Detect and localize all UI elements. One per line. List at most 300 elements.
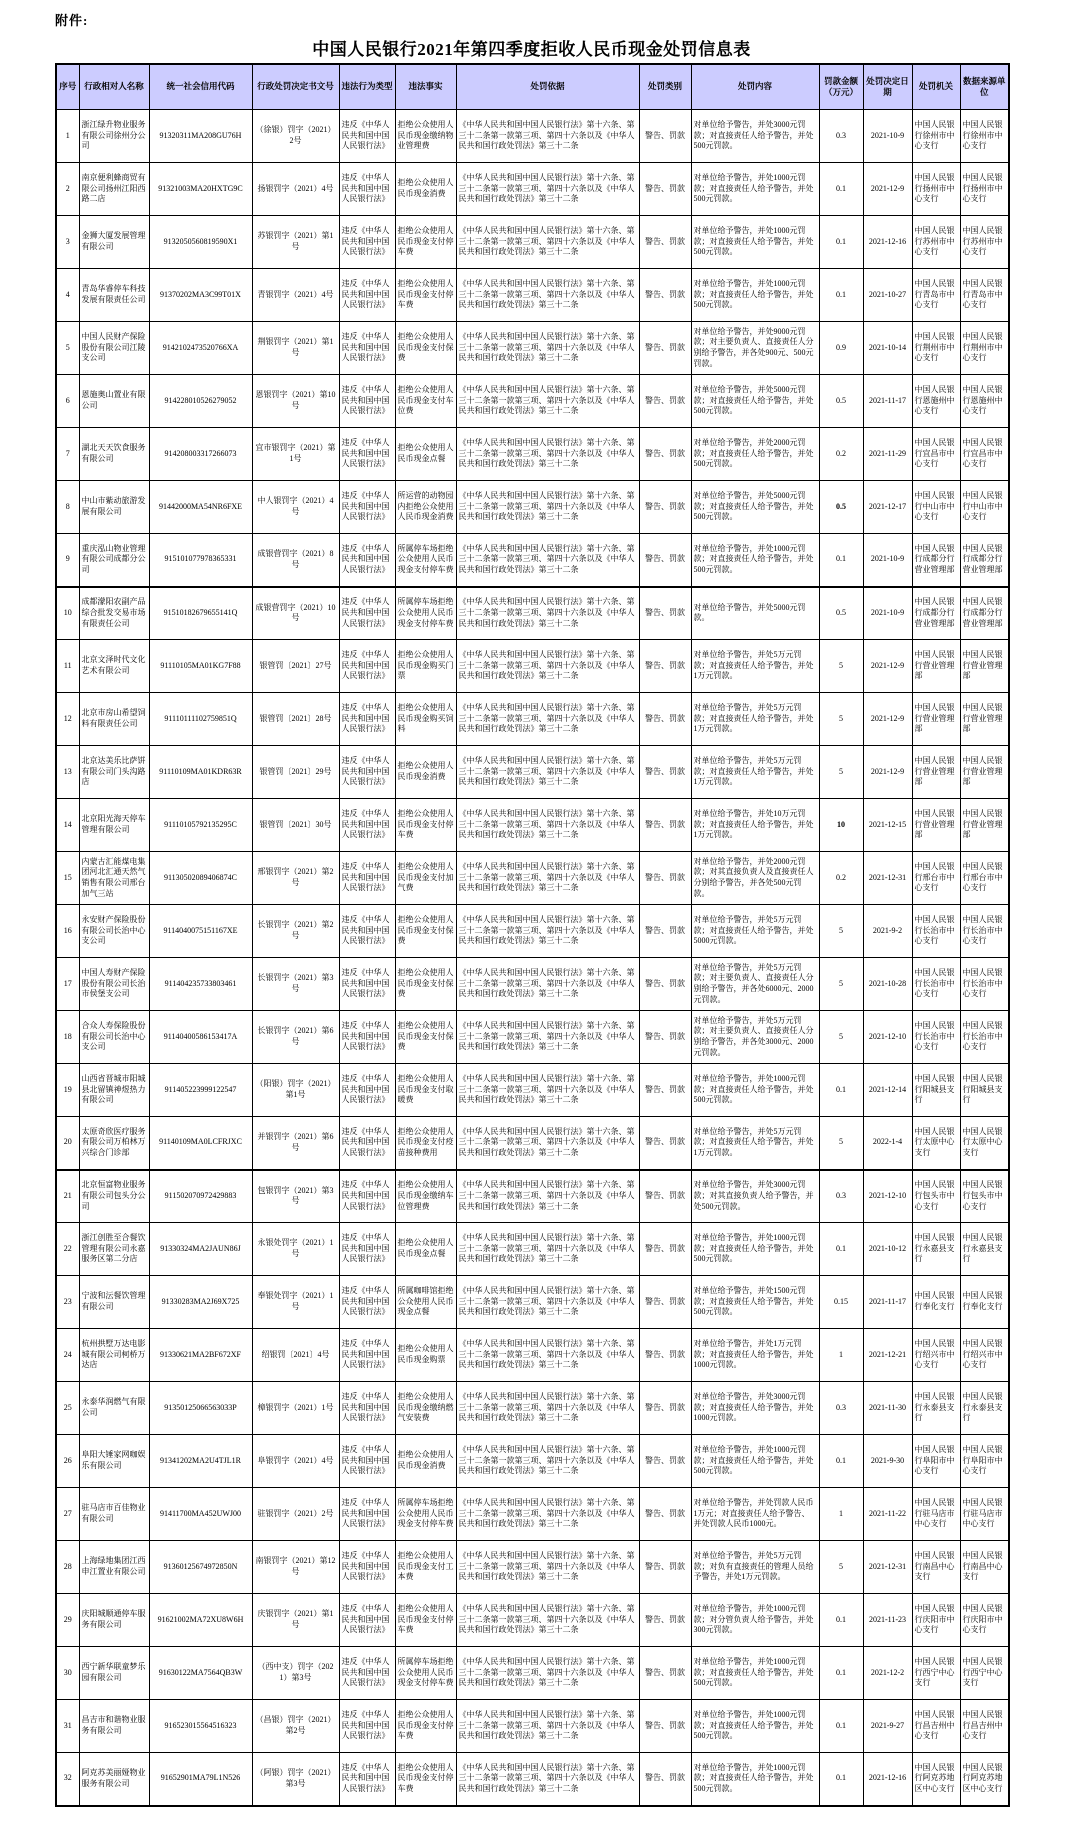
- cell-fact: 拒绝公众使用人民币现金支付停车费: [395, 1594, 456, 1647]
- cell-name: 青岛华睿停车科技发展有限责任公司: [79, 269, 149, 322]
- cell-authority: 中国人民银行长治市中心支行: [912, 958, 960, 1011]
- cell-serial: 21: [56, 1170, 79, 1223]
- cell-credit-code: 91630122MA7564QB3W: [149, 1647, 252, 1700]
- cell-name: 宁波和沄餐饮管理有限公司: [79, 1276, 149, 1329]
- cell-serial: 10: [56, 587, 79, 640]
- cell-fact: 拒绝公众使用人民币现金缴纳物业管理费: [395, 110, 456, 163]
- cell-doc-no: 长银罚字（2021）第6号: [252, 1011, 339, 1064]
- cell-date: 2021-12-10: [863, 1170, 912, 1223]
- cell-violation-type: 违反《中华人民共和国中国人民银行法》: [339, 1276, 395, 1329]
- cell-category: 警告、罚款: [639, 852, 691, 905]
- table-row: [56, 534, 1009, 587]
- cell-date: 2021-9-2: [863, 905, 912, 958]
- column-header-category: 处罚类别: [639, 64, 691, 110]
- cell-serial: 9: [56, 534, 79, 587]
- cell-violation-type: 违反《中华人民共和国中国人民银行法》: [339, 1541, 395, 1594]
- cell-violation-type: 违反《中华人民共和国中国人民银行法》: [339, 693, 395, 746]
- column-header-violation-type: 违法行为类型: [339, 64, 395, 110]
- cell-category: 警告、罚款: [639, 1753, 691, 1806]
- cell-category: 警告、罚款: [639, 1011, 691, 1064]
- cell-credit-code: 91510182679655141Q: [149, 587, 252, 640]
- cell-date: 2021-12-17: [863, 481, 912, 534]
- cell-category: 警告、罚款: [639, 1700, 691, 1753]
- cell-content: 对单位给予警告，并处1000元罚款；对分管负责人给予警告，并处300元罚款。: [691, 1594, 819, 1647]
- cell-category: 警告、罚款: [639, 1170, 691, 1223]
- cell-serial: 27: [56, 1488, 79, 1541]
- cell-category: 警告、罚款: [639, 375, 691, 428]
- cell-serial: 5: [56, 322, 79, 375]
- cell-violation-type: 违反《中华人民共和国中国人民银行法》: [339, 852, 395, 905]
- cell-date: 2021-12-31: [863, 1541, 912, 1594]
- cell-violation-type: 违反《中华人民共和国中国人民银行法》: [339, 1329, 395, 1382]
- cell-fact: 拒绝公众使用人民币现金支付疫苗接种费用: [395, 1117, 456, 1170]
- cell-category: 警告、罚款: [639, 1647, 691, 1700]
- cell-serial: 30: [56, 1647, 79, 1700]
- cell-name: 浙江创胜至合餐饮管理有限公司永嘉服务区第二分店: [79, 1223, 149, 1276]
- cell-content: 对单位给予警告，并处3000元罚款；对直接责任人给予警告，并处500元罚款。: [691, 110, 819, 163]
- cell-content: 对单位给予警告，并处1000元罚款；对直接责任人给予警告，并处500元罚款。: [691, 216, 819, 269]
- cell-credit-code: 915101077978365331: [149, 534, 252, 587]
- cell-fact: 拒绝公众使用人民币现金支付保费: [395, 1011, 456, 1064]
- cell-date: 2021-11-22: [863, 1488, 912, 1541]
- table-row: [56, 1223, 1009, 1276]
- cell-content: 对单位给予警告，并处1000元罚款；对直接责任人给予警告，并处500元罚款。: [691, 1753, 819, 1806]
- cell-name: 金狮大厦发展管理有限公司: [79, 216, 149, 269]
- cell-name: 北京市房山希望饲料有限责任公司: [79, 693, 149, 746]
- cell-authority: 中国人民银行奉化支行: [912, 1276, 960, 1329]
- cell-doc-no: （阳银）罚字（2021）第1号: [252, 1064, 339, 1117]
- cell-serial: 16: [56, 905, 79, 958]
- cell-serial: 32: [56, 1753, 79, 1806]
- table-body: [56, 110, 1009, 1806]
- cell-category: 警告、罚款: [639, 640, 691, 693]
- cell-doc-no: 成银营罚字（2021）10号: [252, 587, 339, 640]
- cell-fact: 拒绝公众使用人民币现金点餐: [395, 428, 456, 481]
- cell-name: 恩施奥山置业有限公司: [79, 375, 149, 428]
- cell-category: 警告、罚款: [639, 1117, 691, 1170]
- cell-content: 对单位给予警告，并处5万元罚款；对直接责任人给予警告，并处1万元罚款。: [691, 1117, 819, 1170]
- cell-date: 2021-12-10: [863, 1011, 912, 1064]
- cell-basis: 《中华人民共和国中国人民银行法》第十六条、第三十二条第一款第三项、第四十六条以及《中华人民共和国行政处罚法》第三十二条: [456, 1541, 639, 1594]
- cell-authority: 中国人民银行中山市中心支行: [912, 481, 960, 534]
- cell-doc-no: 南银罚字（2021）第12号: [252, 1541, 339, 1594]
- cell-credit-code: 91140109MA0LCFRJXC: [149, 1117, 252, 1170]
- cell-fine: 0.1: [819, 1594, 863, 1647]
- cell-serial: 26: [56, 1435, 79, 1488]
- cell-serial: 6: [56, 375, 79, 428]
- page-title: 中国人民银行2021年第四季度拒收人民币现金处罚信息表: [312, 40, 751, 59]
- cell-category: 警告、罚款: [639, 1276, 691, 1329]
- cell-credit-code: 91442000MA54NR6FXE: [149, 481, 252, 534]
- cell-authority: 中国人民银行庆阳市中心支行: [912, 1594, 960, 1647]
- cell-violation-type: 违反《中华人民共和国中国人民银行法》: [339, 1382, 395, 1435]
- cell-basis: 《中华人民共和国中国人民银行法》第十六条、第三十二条第一款第三项、第四十六条以及《中华人民共和国行政处罚法》第三十二条: [456, 1488, 639, 1541]
- cell-serial: 4: [56, 269, 79, 322]
- cell-content: 对单位给予警告，并处1500元罚款；对直接责任人给予警告，并处500元罚款。: [691, 1276, 819, 1329]
- table-row: [56, 1382, 1009, 1435]
- cell-basis: 《中华人民共和国中国人民银行法》第十六条、第三十二条第一款第三项、第四十六条以及《中华人民共和国行政处罚法》第三十二条: [456, 1276, 639, 1329]
- column-header-doc-no: 行政处罚决定书文号: [252, 64, 339, 110]
- cell-authority: 中国人民银行太原中心支行: [912, 1117, 960, 1170]
- cell-violation-type: 违反《中华人民共和国中国人民银行法》: [339, 375, 395, 428]
- cell-doc-no: 驻银罚字（2021）2号: [252, 1488, 339, 1541]
- cell-fine: 0.5: [819, 375, 863, 428]
- cell-date: 2021-10-28: [863, 958, 912, 1011]
- cell-credit-code: 91330324MA2JAUN86J: [149, 1223, 252, 1276]
- cell-fact: 拒绝公众使用人民币现金购买饲料: [395, 693, 456, 746]
- cell-source: 中国人民银行太原中心支行: [960, 1117, 1009, 1170]
- cell-doc-no: （阿银）罚字（2021）第3号: [252, 1753, 339, 1806]
- cell-credit-code: 91110105MA01KG7F88: [149, 640, 252, 693]
- cell-category: 警告、罚款: [639, 1064, 691, 1117]
- cell-authority: 中国人民银行荆州市中心支行: [912, 322, 960, 375]
- cell-credit-code: 91320311MA208GU76H: [149, 110, 252, 163]
- cell-fine: 0.3: [819, 110, 863, 163]
- table-row: [56, 1488, 1009, 1541]
- cell-source: 中国人民银行宜昌市中心支行: [960, 428, 1009, 481]
- cell-authority: 中国人民银行西宁中心支行: [912, 1647, 960, 1700]
- cell-content: 对单位给予警告，并处罚款人民币1万元；对直接责任人给予警告、并处罚款人民币1000元。: [691, 1488, 819, 1541]
- cell-fine: 5: [819, 693, 863, 746]
- cell-source: 中国人民银行营业管理部: [960, 693, 1009, 746]
- cell-violation-type: 违反《中华人民共和国中国人民银行法》: [339, 1594, 395, 1647]
- cell-fine: 5: [819, 746, 863, 799]
- cell-violation-type: 违反《中华人民共和国中国人民银行法》: [339, 1488, 395, 1541]
- cell-source: 中国人民银行中山市中心支行: [960, 481, 1009, 534]
- cell-credit-code: 91140400586153417A: [149, 1011, 252, 1064]
- cell-serial: 14: [56, 799, 79, 852]
- cell-doc-no: 扬银罚字（2021）4号: [252, 163, 339, 216]
- cell-date: 2021-12-21: [863, 1329, 912, 1382]
- cell-fine: 0.9: [819, 322, 863, 375]
- cell-basis: 《中华人民共和国中国人民银行法》第十六条、第三十二条第一款第三项、第四十六条以及《中华人民共和国行政处罚法》第三十二条: [456, 587, 639, 640]
- cell-credit-code: 9142102473520766XA: [149, 322, 252, 375]
- cell-name: 太原奇欣医疗服务有限公司万柏林万兴综合门诊部: [79, 1117, 149, 1170]
- cell-category: 警告、罚款: [639, 322, 691, 375]
- cell-violation-type: 违反《中华人民共和国中国人民银行法》: [339, 1170, 395, 1223]
- cell-fine: 0.5: [819, 481, 863, 534]
- cell-source: 中国人民银行成都分行营业管理部: [960, 534, 1009, 587]
- cell-fact: 拒绝公众使用人民币现金支付停车费: [395, 799, 456, 852]
- cell-category: 警告、罚款: [639, 587, 691, 640]
- table-row: [56, 1170, 1009, 1223]
- cell-content: 对单位给予警告，并处1000元罚款；对直接责任人给予警告，并处500元罚款。: [691, 1435, 819, 1488]
- cell-content: 对单位给予警告，并处1000元罚款；对直接责任人给予警告，并处500元罚款。: [691, 1700, 819, 1753]
- table-row: [56, 905, 1009, 958]
- cell-fact: 拒绝公众使用人民币现金支付加气费: [395, 852, 456, 905]
- table-row: [56, 1700, 1009, 1753]
- cell-serial: 8: [56, 481, 79, 534]
- table-row: [56, 1276, 1009, 1329]
- cell-name: 内蒙古汇能煤电集团河北汇通天然气销售有限公司邢台加气三站: [79, 852, 149, 905]
- cell-violation-type: 违反《中华人民共和国中国人民银行法》: [339, 905, 395, 958]
- column-header-fact: 违法事实: [395, 64, 456, 110]
- column-header-name: 行政相对人名称: [79, 64, 149, 110]
- cell-date: 2021-10-27: [863, 269, 912, 322]
- cell-credit-code: 91330283MA2J69X725: [149, 1276, 252, 1329]
- cell-category: 警告、罚款: [639, 1541, 691, 1594]
- cell-source: 中国人民银行南昌中心支行: [960, 1541, 1009, 1594]
- cell-fact: 所属停车场拒绝公众使用人民币现金支付停车费: [395, 587, 456, 640]
- cell-doc-no: 永银处罚字（2021）1号: [252, 1223, 339, 1276]
- cell-credit-code: 91110109MA01KDR63R: [149, 746, 252, 799]
- table-row: [56, 799, 1009, 852]
- cell-content: 对单位给予警告，并处5000元罚款；对直接责任人给予警告，并处500元罚款。: [691, 481, 819, 534]
- cell-fine: 5: [819, 905, 863, 958]
- penalty-table: [55, 63, 1010, 1807]
- cell-source: 中国人民银行绍兴市中心支行: [960, 1329, 1009, 1382]
- cell-fine: 0.5: [819, 587, 863, 640]
- cell-source: 中国人民银行阿克苏地区中心支行: [960, 1753, 1009, 1806]
- cell-violation-type: 违反《中华人民共和国中国人民银行法》: [339, 428, 395, 481]
- cell-basis: 《中华人民共和国中国人民银行法》第十六条、第三十二条第一款第三项、第四十六条以及《中华人民共和国行政处罚法》第三十二条: [456, 1753, 639, 1806]
- cell-name: 西宁新华联童梦乐园有限公司: [79, 1647, 149, 1700]
- cell-serial: 29: [56, 1594, 79, 1647]
- cell-category: 警告、罚款: [639, 1435, 691, 1488]
- cell-credit-code: 91130502089406874C: [149, 852, 252, 905]
- cell-credit-code: 91321003MA20HXTG9C: [149, 163, 252, 216]
- header-row: [56, 64, 1009, 110]
- cell-fact: 拒绝公众使用人民币现金购买门票: [395, 640, 456, 693]
- cell-date: 2021-10-9: [863, 110, 912, 163]
- cell-violation-type: 违反《中华人民共和国中国人民银行法》: [339, 1011, 395, 1064]
- attachment-label: 附件:: [55, 13, 89, 28]
- cell-doc-no: 长银罚字（2021）第2号: [252, 905, 339, 958]
- cell-authority: 中国人民银行苏州市中心支行: [912, 216, 960, 269]
- cell-serial: 28: [56, 1541, 79, 1594]
- cell-source: 中国人民银行成都分行营业管理部: [960, 587, 1009, 640]
- cell-date: 2021-12-16: [863, 1753, 912, 1806]
- cell-authority: 中国人民银行扬州市中心支行: [912, 163, 960, 216]
- cell-fine: 0.1: [819, 1223, 863, 1276]
- cell-basis: 《中华人民共和国中国人民银行法》第十六条、第三十二条第一款第三项、第四十六条以及《中华人民共和国行政处罚法》第三十二条: [456, 322, 639, 375]
- cell-fine: 5: [819, 1541, 863, 1594]
- cell-basis: 《中华人民共和国中国人民银行法》第十六条、第三十二条第一款第三项、第四十六条以及《中华人民共和国行政处罚法》第三十二条: [456, 269, 639, 322]
- cell-content: 对单位给予警告，并处5万元罚款；对主要负责人、直接责任人分别给予警告，并各处6000元、2000元罚款。: [691, 958, 819, 1011]
- cell-doc-no: 长银罚字（2021）第3号: [252, 958, 339, 1011]
- cell-content: 对单位给予警告，并处1000元罚款；对直接责任人给予警告，并处500元罚款。: [691, 1647, 819, 1700]
- cell-date: 2021-12-9: [863, 163, 912, 216]
- cell-content: 对单位给予警告，并处1000元罚款；对直接责任人给予警告，并处500元罚款。: [691, 1223, 819, 1276]
- table-row: [56, 693, 1009, 746]
- column-header-date: 处罚决定日期: [863, 64, 912, 110]
- cell-name: 北京阳光海天停车管理有限公司: [79, 799, 149, 852]
- cell-date: 2021-10-9: [863, 587, 912, 640]
- cell-basis: 《中华人民共和国中国人民银行法》第十六条、第三十二条第一款第三项、第四十六条以及《中华人民共和国行政处罚法》第三十二条: [456, 905, 639, 958]
- cell-basis: 《中华人民共和国中国人民银行法》第十六条、第三十二条第一款第三项、第四十六条以及《中华人民共和国行政处罚法》第三十二条: [456, 852, 639, 905]
- cell-content: 对单位给予警告，并处5000元罚款。: [691, 587, 819, 640]
- cell-name: 驻马店市百佳物业有限公司: [79, 1488, 149, 1541]
- cell-date: 2021-12-2: [863, 1647, 912, 1700]
- cell-authority: 中国人民银行阳城县支行: [912, 1064, 960, 1117]
- cell-doc-no: 阜银罚字（2021）4号: [252, 1435, 339, 1488]
- cell-content: 对单位给予警告，并处1000元罚款；对直接责任人给予警告，并处500元罚款。: [691, 1064, 819, 1117]
- cell-category: 警告、罚款: [639, 958, 691, 1011]
- cell-serial: 20: [56, 1117, 79, 1170]
- cell-fine: 0.1: [819, 1753, 863, 1806]
- cell-violation-type: 违反《中华人民共和国中国人民银行法》: [339, 534, 395, 587]
- cell-fact: 拒绝公众使用人民币现金消费: [395, 163, 456, 216]
- cell-credit-code: 91110111102759851Q: [149, 693, 252, 746]
- cell-fact: 拒绝公众使用人民币现金支付工本费: [395, 1541, 456, 1594]
- table-row: [56, 958, 1009, 1011]
- cell-category: 警告、罚款: [639, 269, 691, 322]
- cell-category: 警告、罚款: [639, 693, 691, 746]
- cell-source: 中国人民银行营业管理部: [960, 640, 1009, 693]
- cell-basis: 《中华人民共和国中国人民银行法》第十六条、第三十二条第一款第三项、第四十六条以及《中华人民共和国行政处罚法》第三十二条: [456, 1117, 639, 1170]
- table-row: [56, 746, 1009, 799]
- cell-authority: 中国人民银行包头市中心支行: [912, 1170, 960, 1223]
- cell-source: 中国人民银行恩施州中心支行: [960, 375, 1009, 428]
- cell-name: 永安财产保险股份有限公司长治中心支公司: [79, 905, 149, 958]
- cell-date: 2021-11-17: [863, 1276, 912, 1329]
- cell-fine: 1: [819, 1329, 863, 1382]
- cell-serial: 15: [56, 852, 79, 905]
- cell-content: 对单位给予警告，并处9000元罚款；对主要负责人、直接责任人分别给予警告，并各处900元、500元罚款。: [691, 322, 819, 375]
- cell-source: 中国人民银行阳城县支行: [960, 1064, 1009, 1117]
- cell-authority: 中国人民银行昌吉州中心支行: [912, 1700, 960, 1753]
- cell-fact: 拒绝公众使用人民币现金消费: [395, 746, 456, 799]
- cell-basis: 《中华人民共和国中国人民银行法》第十六条、第三十二条第一款第三项、第四十六条以及《中华人民共和国行政处罚法》第三十二条: [456, 1329, 639, 1382]
- cell-violation-type: 违反《中华人民共和国中国人民银行法》: [339, 269, 395, 322]
- cell-source: 中国人民银行苏州市中心支行: [960, 216, 1009, 269]
- table-row: [56, 1647, 1009, 1700]
- cell-content: 对单位给予警告，并处5万元罚款；对直接责任人给予警告，并处1万元罚款。: [691, 693, 819, 746]
- cell-name: 北京文泽时代文化艺术有限公司: [79, 640, 149, 693]
- cell-source: 中国人民银行昌吉州中心支行: [960, 1700, 1009, 1753]
- cell-serial: 7: [56, 428, 79, 481]
- cell-authority: 中国人民银行成都分行营业管理部: [912, 534, 960, 587]
- table-row: [56, 322, 1009, 375]
- cell-category: 警告、罚款: [639, 428, 691, 481]
- cell-basis: 《中华人民共和国中国人民银行法》第十六条、第三十二条第一款第三项、第四十六条以及《中华人民共和国行政处罚法》第三十二条: [456, 216, 639, 269]
- cell-content: 对单位给予警告，并处5万元罚款；对直接责任人给予警告，并处1万元罚款。: [691, 640, 819, 693]
- cell-name: 昌吉市和谐物业服务有限公司: [79, 1700, 149, 1753]
- table-row: [56, 852, 1009, 905]
- cell-source: 中国人民银行永泰县支行: [960, 1382, 1009, 1435]
- cell-fine: 0.1: [819, 1064, 863, 1117]
- cell-credit-code: 91350125066563033P: [149, 1382, 252, 1435]
- column-header-content: 处罚内容: [691, 64, 819, 110]
- cell-credit-code: 911404235733803461: [149, 958, 252, 1011]
- cell-violation-type: 违反《中华人民共和国中国人民银行法》: [339, 1435, 395, 1488]
- column-header-credit-code: 统一社会信用代码: [149, 64, 252, 110]
- cell-authority: 中国人民银行宜昌市中心支行: [912, 428, 960, 481]
- cell-source: 中国人民银行驻马店市中心支行: [960, 1488, 1009, 1541]
- cell-serial: 24: [56, 1329, 79, 1382]
- cell-content: 对单位给予警告，并处5万元罚款；对直接责任人给予警告，并处5000元罚款。: [691, 905, 819, 958]
- cell-category: 警告、罚款: [639, 1488, 691, 1541]
- cell-name: 湖北天天饮食服务有限公司: [79, 428, 149, 481]
- cell-authority: 中国人民银行恩施州中心支行: [912, 375, 960, 428]
- cell-serial: 13: [56, 746, 79, 799]
- cell-credit-code: 91341202MA2U4TJL1R: [149, 1435, 252, 1488]
- cell-credit-code: 914228010526279052: [149, 375, 252, 428]
- cell-date: 2021-10-14: [863, 322, 912, 375]
- cell-date: 2021-12-14: [863, 1064, 912, 1117]
- cell-fact: 拒绝公众使用人民币现金支付保费: [395, 905, 456, 958]
- cell-category: 警告、罚款: [639, 1594, 691, 1647]
- cell-basis: 《中华人民共和国中国人民银行法》第十六条、第三十二条第一款第三项、第四十六条以及《中华人民共和国行政处罚法》第三十二条: [456, 1594, 639, 1647]
- cell-date: 2021-11-17: [863, 375, 912, 428]
- cell-content: 对单位给予警告，并处2000元罚款；对直接责任人给予警告，并处500元罚款。: [691, 428, 819, 481]
- cell-fact: 所属停车场拒绝公众使用人民币现金支付停车费: [395, 534, 456, 587]
- cell-violation-type: 违反《中华人民共和国中国人民银行法》: [339, 1647, 395, 1700]
- cell-basis: 《中华人民共和国中国人民银行法》第十六条、第三十二条第一款第三项、第四十六条以及《中华人民共和国行政处罚法》第三十二条: [456, 534, 639, 587]
- table-row: [56, 163, 1009, 216]
- cell-credit-code: 9114040075151167XE: [149, 905, 252, 958]
- cell-source: 中国人民银行营业管理部: [960, 746, 1009, 799]
- cell-basis: 《中华人民共和国中国人民银行法》第十六条、第三十二条第一款第三项、第四十六条以及《中华人民共和国行政处罚法》第三十二条: [456, 1223, 639, 1276]
- cell-doc-no: 银管罚〔2021〕27号: [252, 640, 339, 693]
- cell-name: 北京恒富物业服务有限公司包头分公司: [79, 1170, 149, 1223]
- cell-content: 对单位给予警告，并处3000元罚款；对直接责任人给予警告，并处1000元罚款。: [691, 1382, 819, 1435]
- cell-basis: 《中华人民共和国中国人民银行法》第十六条、第三十二条第一款第三项、第四十六条以及《中华人民共和国行政处罚法》第三十二条: [456, 1647, 639, 1700]
- table-row: [56, 110, 1009, 163]
- cell-serial: 17: [56, 958, 79, 1011]
- cell-content: 对单位给予警告，并处1000元罚款；对直接责任人给予警告，并处500元罚款。: [691, 534, 819, 587]
- cell-date: 2021-9-30: [863, 1435, 912, 1488]
- cell-category: 警告、罚款: [639, 799, 691, 852]
- cell-authority: 中国人民银行成都分行营业管理部: [912, 587, 960, 640]
- cell-serial: 25: [56, 1382, 79, 1435]
- cell-fact: 所属停车场拒绝公众使用人民币现金支付停车费: [395, 1647, 456, 1700]
- cell-credit-code: 91370202MA3C99T01X: [149, 269, 252, 322]
- cell-fact: 拒绝公众使用人民币现金消费: [395, 1435, 456, 1488]
- cell-violation-type: 违反《中华人民共和国中国人民银行法》: [339, 1117, 395, 1170]
- cell-doc-no: 宜市银罚字（2021）第1号: [252, 428, 339, 481]
- cell-basis: 《中华人民共和国中国人民银行法》第十六条、第三十二条第一款第三项、第四十六条以及《中华人民共和国行政处罚法》第三十二条: [456, 1435, 639, 1488]
- cell-date: 2021-12-16: [863, 216, 912, 269]
- cell-credit-code: 91652901MA79L1N526: [149, 1753, 252, 1806]
- cell-name: 上海绿地集团江西申江置业有限公司: [79, 1541, 149, 1594]
- cell-content: 对单位给予警告，并处1000元罚款；对直接责任人给予警告，并处500元罚款。: [691, 163, 819, 216]
- cell-basis: 《中华人民共和国中国人民银行法》第十六条、第三十二条第一款第三项、第四十六条以及《中华人民共和国行政处罚法》第三十二条: [456, 481, 639, 534]
- cell-name: 北京达美乐比萨饼有限公司门头沟路店: [79, 746, 149, 799]
- cell-category: 警告、罚款: [639, 534, 691, 587]
- cell-fine: 5: [819, 1117, 863, 1170]
- cell-violation-type: 违反《中华人民共和国中国人民银行法》: [339, 110, 395, 163]
- column-header-authority: 处罚机关: [912, 64, 960, 110]
- cell-basis: 《中华人民共和国中国人民银行法》第十六条、第三十二条第一款第三项、第四十六条以及《中华人民共和国行政处罚法》第三十二条: [456, 1170, 639, 1223]
- cell-fact: 拒绝公众使用人民币现金缴纳燃气安装费: [395, 1382, 456, 1435]
- cell-doc-no: 庆银罚字（2021）第1号: [252, 1594, 339, 1647]
- cell-authority: 中国人民银行长治市中心支行: [912, 1011, 960, 1064]
- cell-content: 对单位给予警告，并处1万元罚款；对直接责任人给予警告，并处1000元罚款。: [691, 1329, 819, 1382]
- cell-fine: 0.1: [819, 269, 863, 322]
- cell-date: 2021-11-23: [863, 1594, 912, 1647]
- cell-source: 中国人民银行长治市中心支行: [960, 958, 1009, 1011]
- cell-fact: 所属停车场拒绝公众使用人民币现金支付停车费: [395, 1488, 456, 1541]
- cell-serial: 3: [56, 216, 79, 269]
- cell-category: 警告、罚款: [639, 216, 691, 269]
- cell-name: 南京便利蜂商贸有限公司扬州江阳西路二店: [79, 163, 149, 216]
- cell-serial: 18: [56, 1011, 79, 1064]
- cell-content: 对单位给予警告，并处5000元罚款；对直接责任人给予警告，并处500元罚款。: [691, 375, 819, 428]
- table-row: [56, 1011, 1009, 1064]
- cell-authority: 中国人民银行南昌中心支行: [912, 1541, 960, 1594]
- cell-serial: 31: [56, 1700, 79, 1753]
- cell-violation-type: 违反《中华人民共和国中国人民银行法》: [339, 1064, 395, 1117]
- cell-category: 警告、罚款: [639, 746, 691, 799]
- cell-content: 对单位给予警告，并处5万元罚款；对负有直接责任的管理人员给予警告，并处1万元罚款。: [691, 1541, 819, 1594]
- cell-violation-type: 违反《中华人民共和国中国人民银行法》: [339, 1753, 395, 1806]
- cell-fact: 拒绝公众使用人民币现金支付取暖费: [395, 1064, 456, 1117]
- cell-fact: 拒绝公众使用人民币现金支付停车费: [395, 1700, 456, 1753]
- cell-authority: 中国人民银行永泰县支行: [912, 1382, 960, 1435]
- cell-doc-no: 奉银处罚字（2021）1号: [252, 1276, 339, 1329]
- cell-name: 阿克苏美丽娅物业服务有限公司: [79, 1753, 149, 1806]
